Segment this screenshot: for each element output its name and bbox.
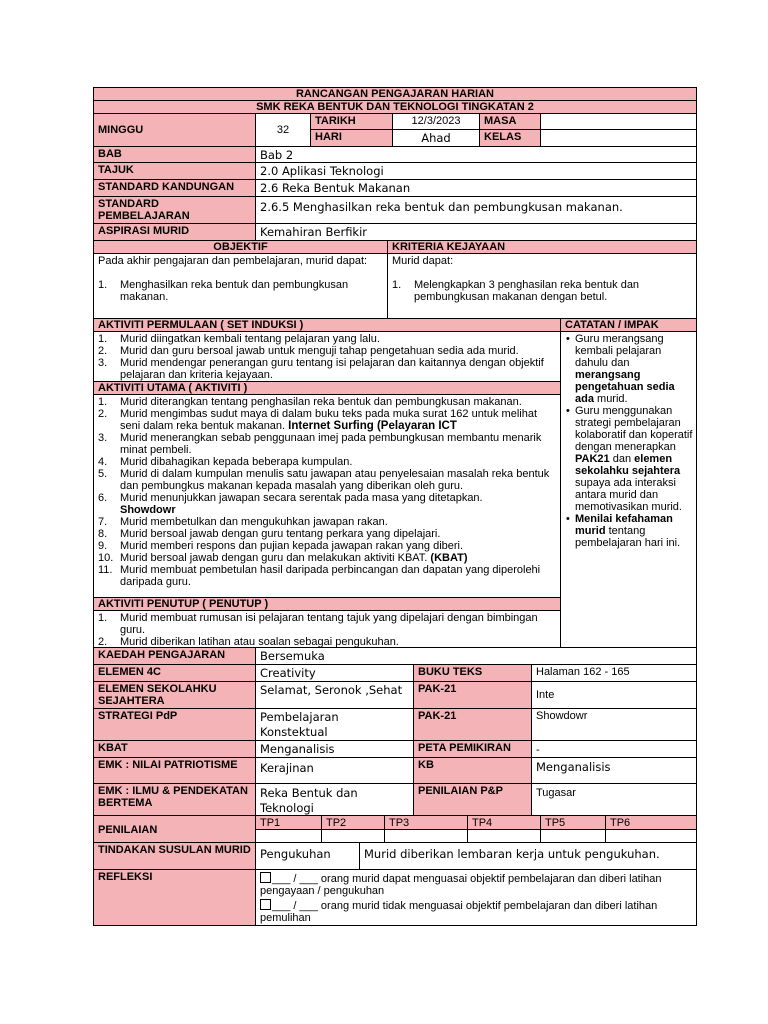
tp3-header: TP3 (384, 815, 468, 830)
standard-pembelajaran-label: STANDARD PEMBELAJARAN (93, 196, 256, 224)
list-item (98, 516, 556, 528)
catatan-bold: elemen sekolahku sejahtera (575, 453, 681, 477)
catatan-text: dan (612, 453, 632, 465)
list-item: Menghasilkan reka bentuk dan pembungkusan makanan. (120, 279, 349, 303)
penutup-body (93, 610, 561, 648)
list-item-text: Murid bersoal jawab dengan guru dan melakukan aktiviti KBAT. (120, 552, 428, 564)
catatan-text: supaya ada interaksi antara murid dan memotivasikan murid. (575, 477, 682, 513)
internet-surfing-tag: Internet Surfing (Pelayaran ICT (288, 420, 457, 432)
tp4-header: TP4 (467, 815, 541, 830)
kriteria-body (387, 253, 697, 319)
list-item: Melengkapkan 3 penghasilan reka bentuk dan pembungkusan makanan dengan betul. (414, 279, 640, 303)
list-item-text: Murid memberi respons dan pujian kepada jawapan rakan yang diberi. (120, 540, 464, 552)
pak21-value-1: Inte (531, 681, 697, 709)
refleksi-text-1: ___ / ___ orang murid dapat menguasai objektif pembelajaran dan diberi latihan pengayaan / pengukuhan (260, 873, 662, 897)
tindakan-value-2: Murid diberikan lembaran kerja untuk pengukuhan. (359, 842, 697, 870)
tarikh-value: 12/3/2023 (392, 113, 480, 130)
tajuk-label: TAJUK (93, 162, 256, 180)
list-item-text: Murid bersoal jawab dengan guru tentang perkara yang dipelajari. (120, 528, 441, 540)
list-item (575, 513, 694, 549)
penilaian-pp-value: Tugasar (531, 783, 697, 816)
emk-nilai-label: EMK : NILAI PATRIOTISME (93, 757, 256, 784)
list-item (98, 432, 556, 456)
hari-label: HARI (310, 129, 393, 147)
emk-ilmu-value: Reka Bentuk dan Teknologi (255, 783, 414, 816)
tp6-cell[interactable] (605, 829, 697, 843)
kriteria-list (392, 279, 692, 303)
list-item-text: Murid menerangkan sebab penggunaan imej pada pembungkusan membantu menarik minat pembeli. (120, 432, 542, 456)
kaedah-label: KAEDAH PENGAJARAN (93, 647, 256, 665)
sekolahku-label: ELEMEN SEKOLAHKU SEJAHTERA (93, 681, 256, 709)
kaedah-value: Bersemuka (255, 647, 697, 665)
penutup-heading: AKTIVITI PENUTUP ( PENUTUP ) (93, 597, 561, 611)
catatan-heading: CATATAN / IMPAK (560, 318, 697, 332)
list-item: Murid membuat rumusan isi pelajaran tentang tajuk yang dipelajari dengan bimbingan guru. (120, 612, 538, 636)
showdown-tag: Showdowr (120, 504, 176, 516)
list-item-text: Murid membuat pembetulan hasil daripada perbincangan dan dapatan yang diperolehi daripada guru. (120, 564, 541, 588)
elemen4c-label: ELEMEN 4C (93, 664, 256, 682)
permulaan-list (98, 333, 556, 381)
catatan-list (565, 333, 694, 549)
standard-kandungan-value: 2.6 Reka Bentuk Makanan (255, 179, 697, 197)
plan-title (93, 87, 697, 101)
tp1-cell[interactable] (255, 829, 322, 843)
catatan-text: Guru menggunakan strategi pembelajaran kolaboratif dan koperatif dengan menerapkan (575, 405, 693, 453)
utama-list (98, 396, 556, 588)
list-item-text: Murid menunjukkan jawapan secara serentak pada masa yang ditetapkan. (120, 492, 483, 504)
standard-kandungan-label: STANDARD KANDUNGAN (93, 179, 256, 197)
school-title-text: SMK REKA BENTUK DAN TEKNOLOGI TINGKATAN 2 (256, 101, 534, 113)
penutup-list (98, 612, 556, 648)
penilaian-pp-label: PENILAIAN P&P (413, 783, 532, 816)
catatan-bold: merangsang pengetahuan sedia ada (575, 369, 675, 405)
sekolahku-value: Selamat, Seronok ,Sehat (255, 681, 414, 709)
kbat-tag: (KBAT) (430, 552, 468, 564)
list-item (575, 333, 694, 405)
kbat-value: Menganalisis (255, 740, 414, 758)
list-item (98, 456, 556, 468)
kb-label: KB (413, 757, 532, 784)
tp2-cell[interactable] (321, 829, 385, 843)
bab-value: Bab 2 (255, 146, 697, 163)
catatan-text: Guru merangsang kembali pelajaran dahulu dan (575, 333, 664, 369)
list-item (98, 564, 556, 588)
permulaan-body (93, 331, 561, 382)
aspirasi-value: Kemahiran Berfikir (255, 223, 697, 241)
refleksi-text-2: ___ / ___ orang murid tidak menguasai objektif pembelajaran dan diberi latihan pemulihan (260, 900, 658, 924)
masa-value (540, 113, 697, 130)
hari-value: Ahad (392, 129, 480, 147)
list-item-text: Murid membetulkan dan mengukuhkan jawapan rakan. (120, 516, 388, 528)
catatan-text: tentang pembelajaran hari ini. (575, 525, 681, 549)
list-item (575, 405, 694, 513)
list-item (98, 408, 556, 432)
list-item (98, 396, 556, 408)
catatan-bold: PAK21 (575, 453, 610, 465)
bukuteks-label: BUKU TEKS (413, 664, 532, 682)
tp1-header: TP1 (255, 815, 322, 830)
list-item-text: Murid dibahagikan kepada beberapa kumpulan. (120, 456, 353, 468)
checkbox-icon[interactable] (260, 872, 271, 883)
strategi-value: Pembelajaran Konstektual (255, 708, 414, 741)
refleksi-line-1 (260, 872, 692, 897)
kbat-label: KBAT (93, 740, 256, 758)
list-item: Murid diingatkan kembali tentang pelajaran yang lalu. (120, 333, 380, 345)
standard-pembelajaran-value: 2.6.5 Menghasilkan reka bentuk dan pembungkusan makanan. (255, 196, 697, 224)
bukuteks-value: Halaman 162 - 165 (531, 664, 697, 682)
list-item: Murid diberikan latihan atau soalan sebagai pengukuhan. (120, 636, 399, 648)
minggu-label: MINGGU (93, 113, 256, 147)
aspirasi-label: ASPIRASI MURID (93, 223, 256, 241)
bab-label: BAB (93, 146, 256, 163)
tp3-cell[interactable] (384, 829, 468, 843)
utama-heading: AKTIVITI UTAMA ( AKTIVITI ) (93, 381, 561, 395)
school-title (93, 100, 697, 114)
tp4-cell[interactable] (467, 829, 541, 843)
kelas-label: KELAS (479, 129, 541, 147)
catatan-body (560, 331, 697, 648)
objektif-heading: OBJEKTIF (93, 240, 388, 254)
list-item (98, 468, 556, 492)
utama-body (93, 394, 561, 598)
list-item: Murid dan guru bersoal jawab untuk menguji tahap pengetahuan sedia ada murid. (120, 345, 519, 357)
list-item: Murid mendengar penerangan guru tentang isi pelajaran dan kaitannya dengan objektif pelajaran dan kriteria kejayaan. (120, 357, 544, 381)
checkbox-icon[interactable] (260, 899, 271, 910)
list-item-text: Murid di dalam kumpulan menulis satu jawapan atau penyelesaian masalah reka bentuk dan pembungkus makanan kepada masalah yang diberikan oleh guru. (120, 468, 550, 492)
refleksi-label: REFLEKSI (93, 869, 256, 926)
minggu-value: 32 (255, 113, 311, 147)
kelas-value (540, 129, 697, 147)
masa-label: MASA (479, 113, 541, 130)
list-item (98, 528, 556, 540)
tindakan-label: TINDAKAN SUSULAN MURID (93, 842, 256, 870)
catatan-bold: Menilai kefahaman murid (575, 513, 673, 537)
elemen4c-value: Creativity (255, 664, 414, 682)
permulaan-heading: AKTIVITI PERMULAAN ( SET INDUKSI ) (93, 318, 561, 332)
plan-title-text: RANCANGAN PENGAJARAN HARIAN (295, 88, 494, 100)
pak21-label-1: PAK-21 (413, 681, 532, 709)
refleksi-body (255, 869, 697, 926)
list-item (98, 552, 556, 564)
strategi-label: STRATEGI PdP (93, 708, 256, 741)
tajuk-value: 2.0 Aplikasi Teknologi (255, 162, 697, 180)
catatan-text: murid. (597, 393, 628, 405)
tindakan-value-1: Pengukuhan (255, 842, 360, 870)
kb-value: Menganalisis (531, 757, 697, 784)
tarikh-label: TARIKH (310, 113, 393, 130)
kriteria-intro: Murid dapat: (392, 255, 454, 267)
tp6-header: TP6 (605, 815, 697, 830)
peta-label: PETA PEMIKIRAN (413, 740, 532, 758)
objektif-list (98, 279, 383, 303)
objektif-body (93, 253, 388, 319)
list-item-text: Murid mengimbas sudut maya di dalam buku teks pada muka surat 162 untuk melihat seni dalam reka bentuk makanan. (120, 408, 537, 432)
tp5-header: TP5 (540, 815, 606, 830)
list-item-text: Murid diterangkan tentang penghasilan reka bentuk dan pembungkusan makanan. (120, 396, 522, 408)
peta-value: - (531, 740, 697, 758)
tp5-cell[interactable] (540, 829, 606, 843)
pak21-label-2: PAK-21 (413, 708, 532, 741)
emk-ilmu-label: EMK : ILMU & PENDEKATAN BERTEMA (93, 783, 256, 816)
list-item (98, 540, 556, 552)
penilaian-label: PENILAIAN (93, 815, 256, 843)
pak21-value-2: Showdowr (531, 708, 697, 741)
refleksi-line-2 (260, 899, 692, 924)
list-item (98, 492, 556, 516)
tp2-header: TP2 (321, 815, 385, 830)
kriteria-heading: KRITERIA KEJAYAAN (387, 240, 697, 254)
emk-nilai-value: Kerajinan (255, 757, 414, 784)
objektif-intro: Pada akhir pengajaran dan pembelajaran, murid dapat: (98, 255, 368, 267)
